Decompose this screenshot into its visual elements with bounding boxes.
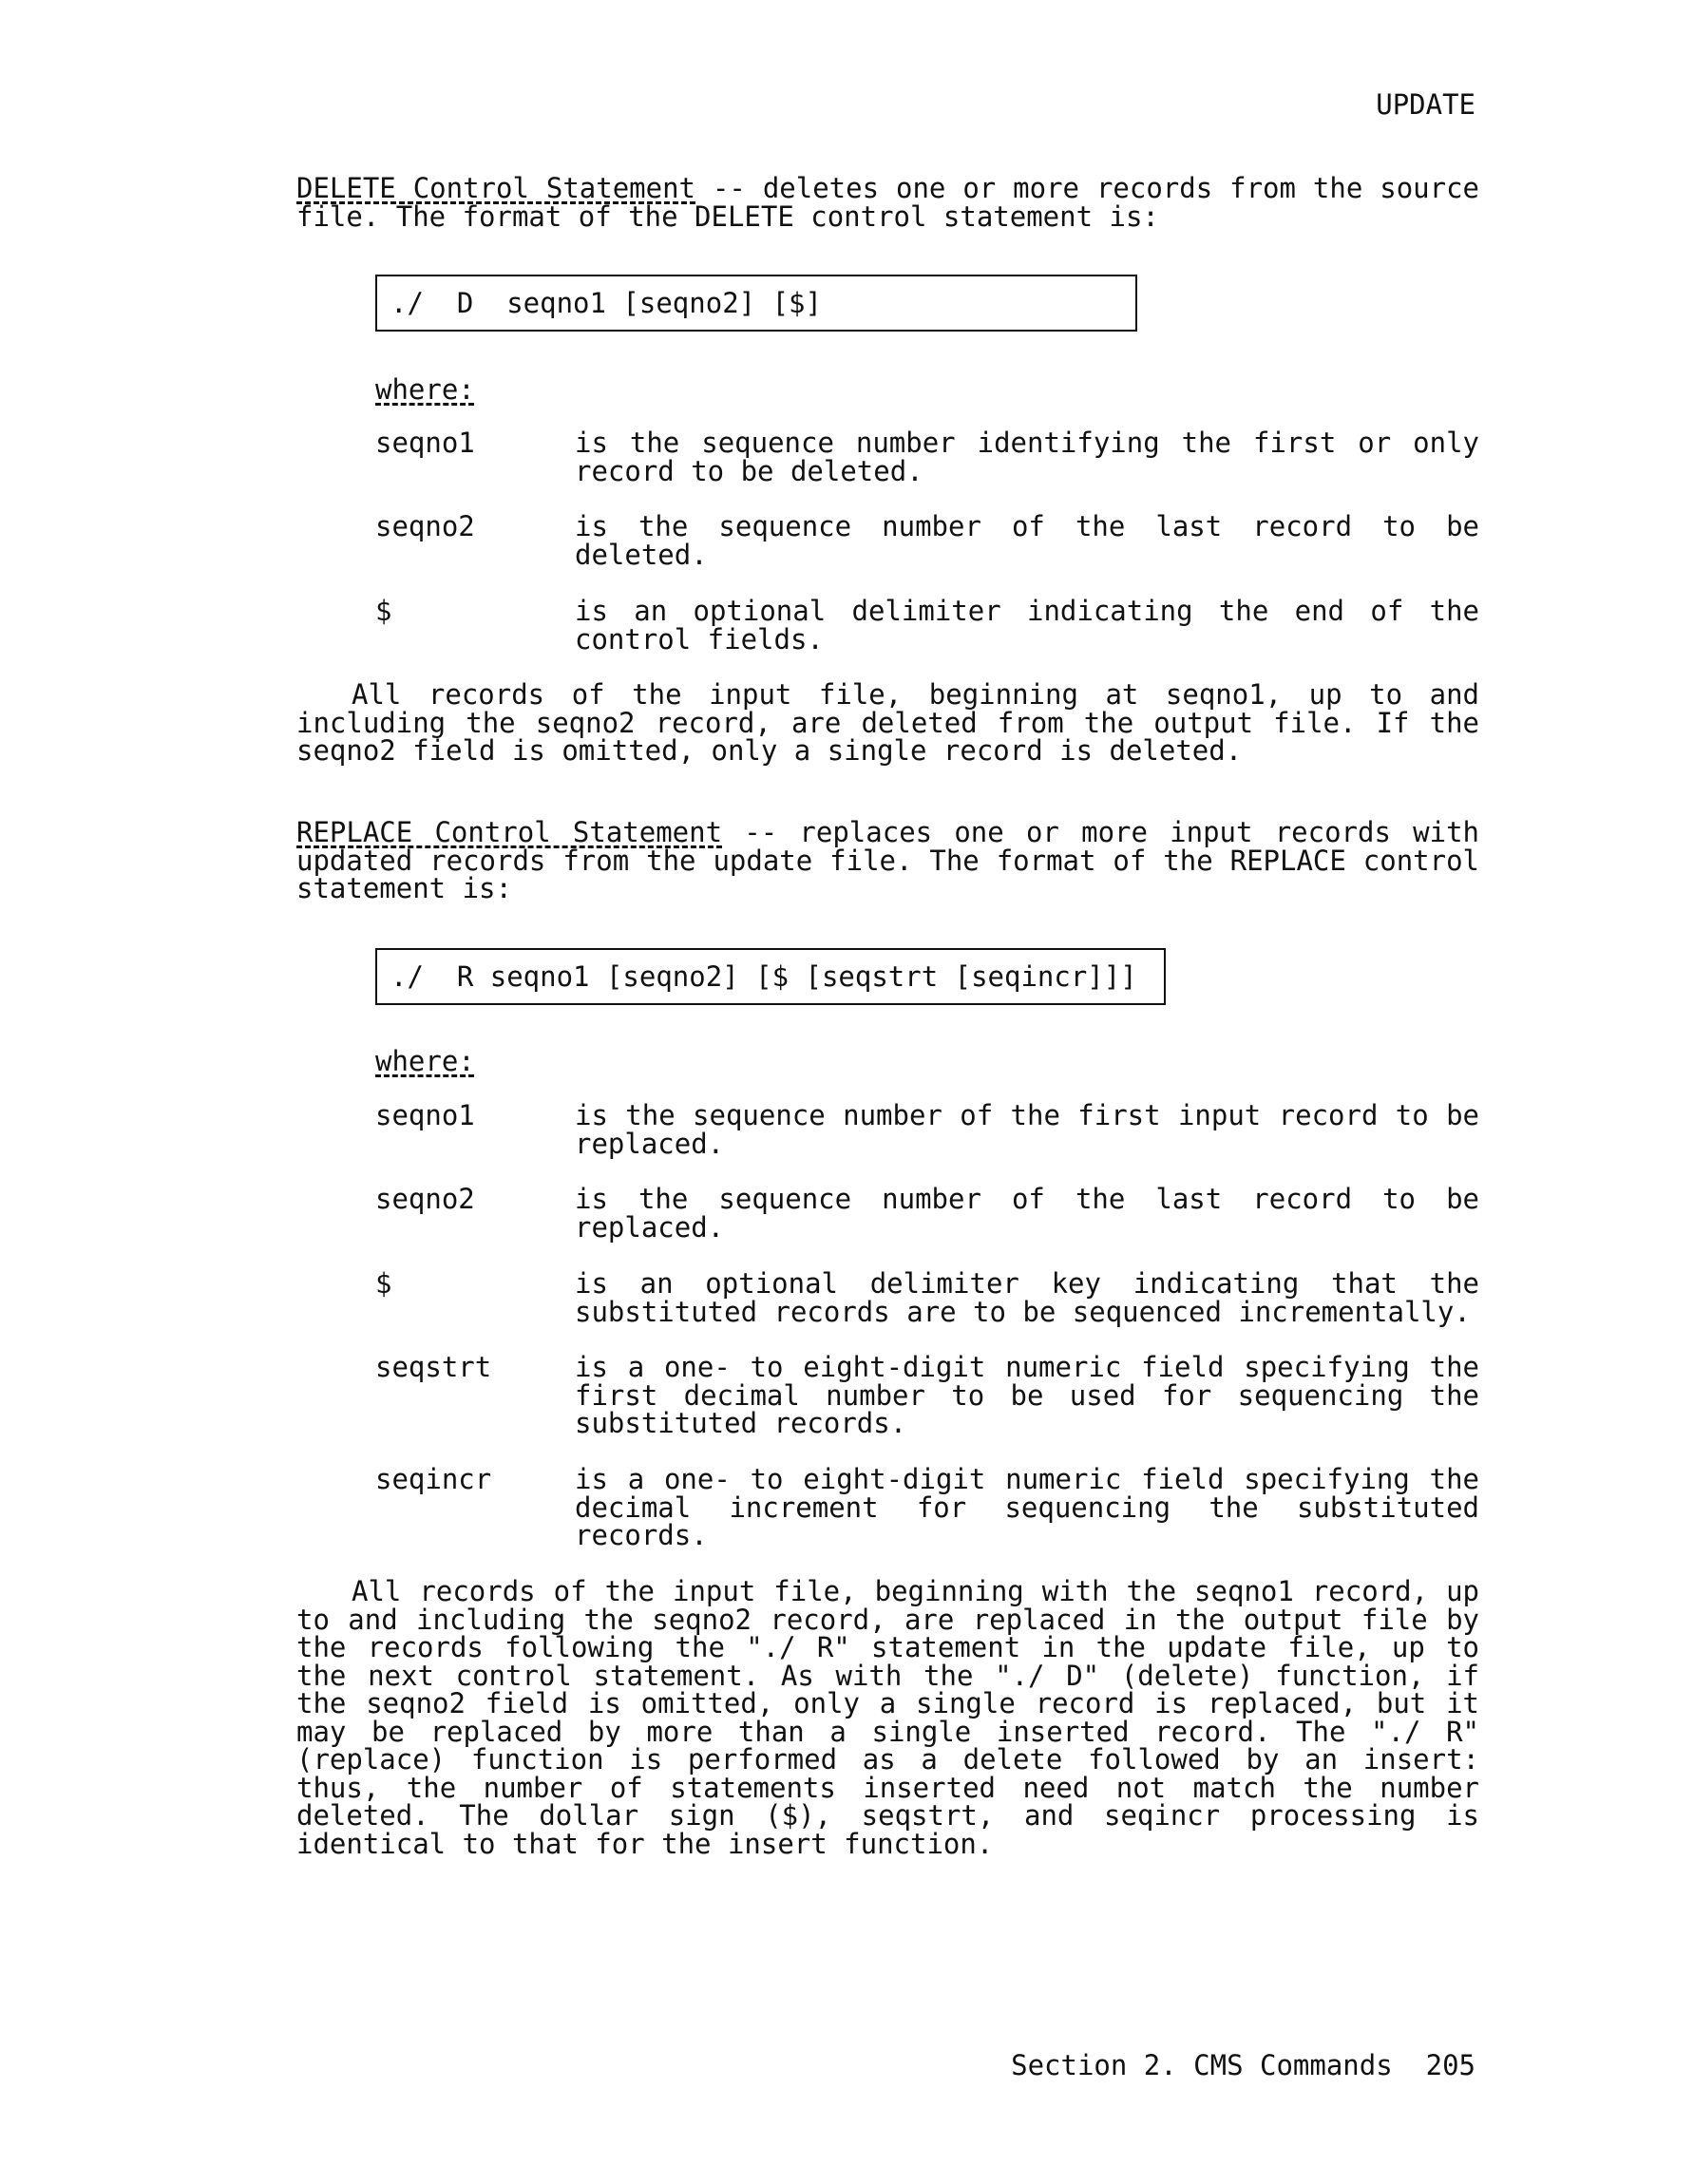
delete-intro [296, 172, 1479, 233]
delete-summary: All records of the input file, beginning at seqno1, up to and including the seqno2 record, are deleted from the output file. If the seqno2 field is omitted, only a single record is deleted. [296, 678, 1479, 767]
page-number: 205 [1425, 2049, 1475, 2081]
delete-where-label: where: [375, 373, 475, 406]
replace-title: REPLACE Control Statement [296, 816, 723, 848]
replace-param-term: seqstrt [375, 1351, 492, 1383]
replace-param-term: seqincr [375, 1463, 492, 1495]
replace-param-term: seqno2 [375, 1183, 475, 1215]
replace-param-desc: is a one- to eight-digit numeric field specifying the first decimal number to be used for sequencing the substituted records. [575, 1351, 1479, 1439]
delete-title: DELETE Control Statement [296, 172, 696, 204]
delete-param-term: seqno1 [375, 427, 475, 459]
delete-param-term: seqno2 [375, 510, 475, 542]
delete-param-desc: is the sequence number identifying the first or only record to be deleted. [575, 427, 1479, 487]
replace-param-term: $ [375, 1267, 392, 1300]
delete-intro-text: -- deletes one or more records from the source file. The format of the DELETE control statement is: [296, 172, 1479, 233]
running-head: UPDATE [1376, 88, 1475, 121]
delete-param-term: $ [375, 595, 392, 627]
footer-section: Section 2. CMS Commands [1011, 2049, 1393, 2081]
replace-where-label: where: [375, 1045, 475, 1077]
page-footer [1011, 2049, 1475, 2081]
delete-param-desc: is an optional delimiter indicating the end of the control fields. [575, 595, 1479, 655]
delete-syntax-box: ./ D seqno1 [seqno2] [$] [375, 275, 1137, 332]
replace-param-desc: is the sequence number of the last record to be replaced. [575, 1183, 1479, 1244]
replace-param-desc: is a one- to eight-digit numeric field specifying the decimal increment for sequencing the substituted records. [575, 1463, 1479, 1551]
replace-param-term: seqno1 [375, 1099, 475, 1131]
replace-param-desc: is an optional delimiter key indicating that the substituted records are to be sequenced incrementally. [575, 1267, 1479, 1328]
delete-param-desc: is the sequence number of the last record to be deleted. [575, 510, 1479, 571]
replace-intro-text: -- replaces one or more input records with updated records from the update file. The format of the REPLACE control statement is: [296, 816, 1479, 904]
replace-intro [296, 816, 1479, 904]
replace-syntax-box: ./ R seqno1 [seqno2] [$ [seqstrt [seqincr]]] [375, 948, 1166, 1005]
replace-param-desc: is the sequence number of the first input record to be replaced. [575, 1099, 1479, 1160]
replace-summary: All records of the input file, beginning with the seqno1 record, up to and including the seqno2 record, are replaced in the output file by the records following the "./ R" statement in the update file, up to the next control statement. As with the "./ D" (delete) function, if the seqno2 field is omitted, only a single record is replaced, but it may be replaced by more than a single inserted record. The "./ R" (replace) function is performed as a delete followed by an insert: thus, the number of statements inserted need not match the number deleted. The dollar sign ($), seqstrt, and seqincr processing is identical to that for the insert function. [296, 1575, 1479, 1860]
